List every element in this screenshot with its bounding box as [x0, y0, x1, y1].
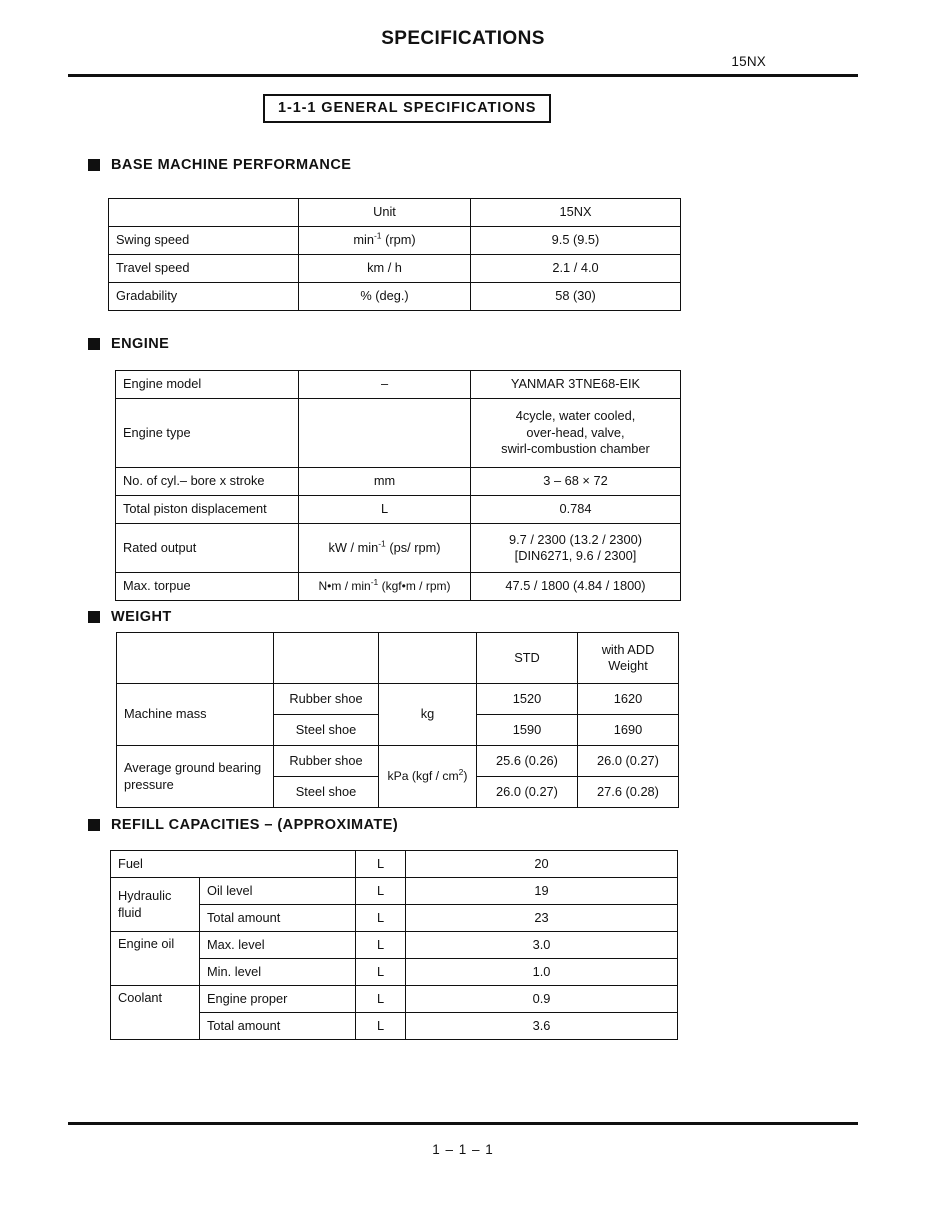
row-value-std: 1520	[477, 684, 578, 715]
row-unit: L	[356, 1013, 406, 1040]
row-value-std: 1590	[477, 715, 578, 746]
row-value: 3.6	[406, 1013, 678, 1040]
row-label: Max. torpue	[116, 573, 299, 601]
column-header-model: 15NX	[471, 199, 681, 227]
column-header-with-add-weight	[578, 633, 679, 684]
row-group-label: Machine mass	[117, 684, 274, 746]
header-line: with ADD	[601, 641, 655, 657]
row-value-add: 1620	[578, 684, 679, 715]
value-line: 4cycle, water cooled,	[515, 408, 636, 424]
row-unit: L	[356, 878, 406, 905]
row-value-add: 26.0 (0.27)	[578, 746, 679, 777]
column-header-std: STD	[477, 633, 578, 684]
label-line: fluid	[118, 904, 142, 920]
row-unit: % (deg.)	[299, 283, 471, 311]
row-value-std: 26.0 (0.27)	[477, 777, 578, 808]
value-line: over-head, valve,	[526, 424, 625, 440]
square-bullet-icon	[88, 338, 100, 350]
row-value-add: 27.6 (0.28)	[578, 777, 679, 808]
row-unit: –	[299, 371, 471, 399]
square-bullet-icon	[88, 159, 100, 171]
label-line: pressure	[124, 776, 174, 792]
table-header-row	[117, 633, 679, 684]
row-subtype: Oil level	[200, 878, 356, 905]
row-unit: $\min^{-1} (rpm)$	[299, 227, 471, 255]
table-row	[111, 932, 678, 959]
row-value: 2.1 / 4.0	[471, 255, 681, 283]
table-row	[116, 371, 681, 399]
section-heading-label: ENGINE	[111, 336, 170, 352]
row-label: Engine type	[116, 399, 299, 468]
section-heading-engine	[88, 336, 169, 352]
row-unit: kg	[379, 684, 477, 746]
label-line: Average ground bearing	[124, 760, 262, 776]
table-row	[116, 399, 681, 468]
row-value: 58 (30)	[471, 283, 681, 311]
row-value: 0.784	[471, 496, 681, 524]
square-bullet-icon	[88, 819, 100, 831]
row-unit: L	[356, 851, 406, 878]
header-line: Weight	[608, 658, 648, 673]
row-value: 3.0	[406, 932, 678, 959]
page-header	[68, 28, 858, 76]
row-label: Gradability	[109, 283, 299, 311]
row-subtype: Engine proper	[200, 986, 356, 1013]
row-group-label: Fuel	[111, 851, 356, 878]
table-row	[109, 283, 681, 311]
table-row	[111, 878, 678, 905]
row-value: 1.0	[406, 959, 678, 986]
table-row	[116, 496, 681, 524]
row-value: 23	[406, 905, 678, 932]
table-row	[109, 227, 681, 255]
table-row	[116, 468, 681, 496]
table-row	[117, 684, 679, 715]
row-subtype: Rubber shoe	[274, 746, 379, 777]
row-group-label	[117, 746, 274, 808]
row-unit: L	[356, 959, 406, 986]
value-line: swirl-combustion chamber	[501, 441, 650, 457]
row-label: No. of cyl.– bore x stroke	[116, 468, 299, 496]
row-value-add: 1690	[578, 715, 679, 746]
table-refill-capacities	[110, 850, 678, 1040]
corner-cell	[379, 633, 477, 684]
row-value: 47.5 / 1800 (4.84 / 1800)	[471, 573, 681, 601]
row-value-std: 25.6 (0.26)	[477, 746, 578, 777]
row-unit: mm	[299, 468, 471, 496]
footer-page-number: 1 – 1 – 1	[432, 1142, 494, 1157]
row-subtype: Steel shoe	[274, 715, 379, 746]
label-line: Hydraulic	[118, 888, 172, 904]
value-line: [DIN6271, 9.6 / 2300]	[514, 548, 637, 563]
column-header-unit: Unit	[299, 199, 471, 227]
row-label: Travel speed	[109, 255, 299, 283]
row-label: Rated output	[116, 524, 299, 573]
row-group-label: Engine oil	[111, 932, 200, 986]
corner-cell	[109, 199, 299, 227]
row-subtype: Min. level	[200, 959, 356, 986]
header-divider	[68, 74, 858, 77]
row-unit: L	[356, 986, 406, 1013]
row-unit: L	[356, 932, 406, 959]
table-weight	[116, 632, 679, 808]
table-row	[111, 851, 678, 878]
square-bullet-icon	[88, 611, 100, 623]
row-value: 20	[406, 851, 678, 878]
table-row	[116, 524, 681, 573]
row-value: 3 – 68 × 72	[471, 468, 681, 496]
row-label: Engine model	[116, 371, 299, 399]
row-unit: L	[356, 905, 406, 932]
row-unit: km / h	[299, 255, 471, 283]
table-row	[111, 986, 678, 1013]
section-heading-label: WEIGHT	[111, 609, 172, 625]
row-unit: kW / $\min^{-1} (ps/$ rpm)	[299, 524, 471, 573]
table-row	[116, 573, 681, 601]
corner-cell	[117, 633, 274, 684]
row-unit: N•m / $\min^{-1}$ (kgf•m / rpm)	[299, 573, 471, 601]
row-value: 19	[406, 878, 678, 905]
row-unit: L	[299, 496, 471, 524]
header-model-label: 15NX	[731, 54, 766, 69]
page-title: SPECIFICATIONS	[381, 28, 545, 49]
table-header-row	[109, 199, 681, 227]
table-row	[109, 255, 681, 283]
section-title-box: 1-1-1 GENERAL SPECIFICATIONS	[263, 94, 551, 123]
corner-cell	[274, 633, 379, 684]
row-label: Total piston displacement	[116, 496, 299, 524]
row-subtype: Rubber shoe	[274, 684, 379, 715]
row-value	[471, 524, 681, 573]
footer-divider	[68, 1122, 858, 1125]
row-subtype: Max. level	[200, 932, 356, 959]
row-label: Swing speed	[109, 227, 299, 255]
row-value: YANMAR 3TNE68-EIK	[471, 371, 681, 399]
table-engine	[115, 370, 681, 601]
value-line: 9.7 / 2300 (13.2 / 2300)	[508, 531, 643, 547]
table-base-machine-performance	[108, 198, 681, 311]
table-row	[117, 746, 679, 777]
row-value: 0.9	[406, 986, 678, 1013]
section-heading-refill-capacities	[88, 817, 398, 833]
section-heading-weight	[88, 609, 172, 625]
row-group-label: Coolant	[111, 986, 200, 1040]
row-group-label	[111, 878, 200, 932]
row-value: 9.5 (9.5)	[471, 227, 681, 255]
row-subtype: Total amount	[200, 905, 356, 932]
row-unit	[299, 399, 471, 468]
row-subtype: Total amount	[200, 1013, 356, 1040]
section-heading-label: REFILL CAPACITIES – (APPROXIMATE)	[111, 817, 399, 833]
row-value	[471, 399, 681, 468]
row-subtype: Steel shoe	[274, 777, 379, 808]
section-heading-base-machine	[88, 157, 351, 173]
row-unit: kPa $(kgf / cm^2)$	[379, 746, 477, 808]
section-heading-label: BASE MACHINE PERFORMANCE	[111, 157, 352, 173]
